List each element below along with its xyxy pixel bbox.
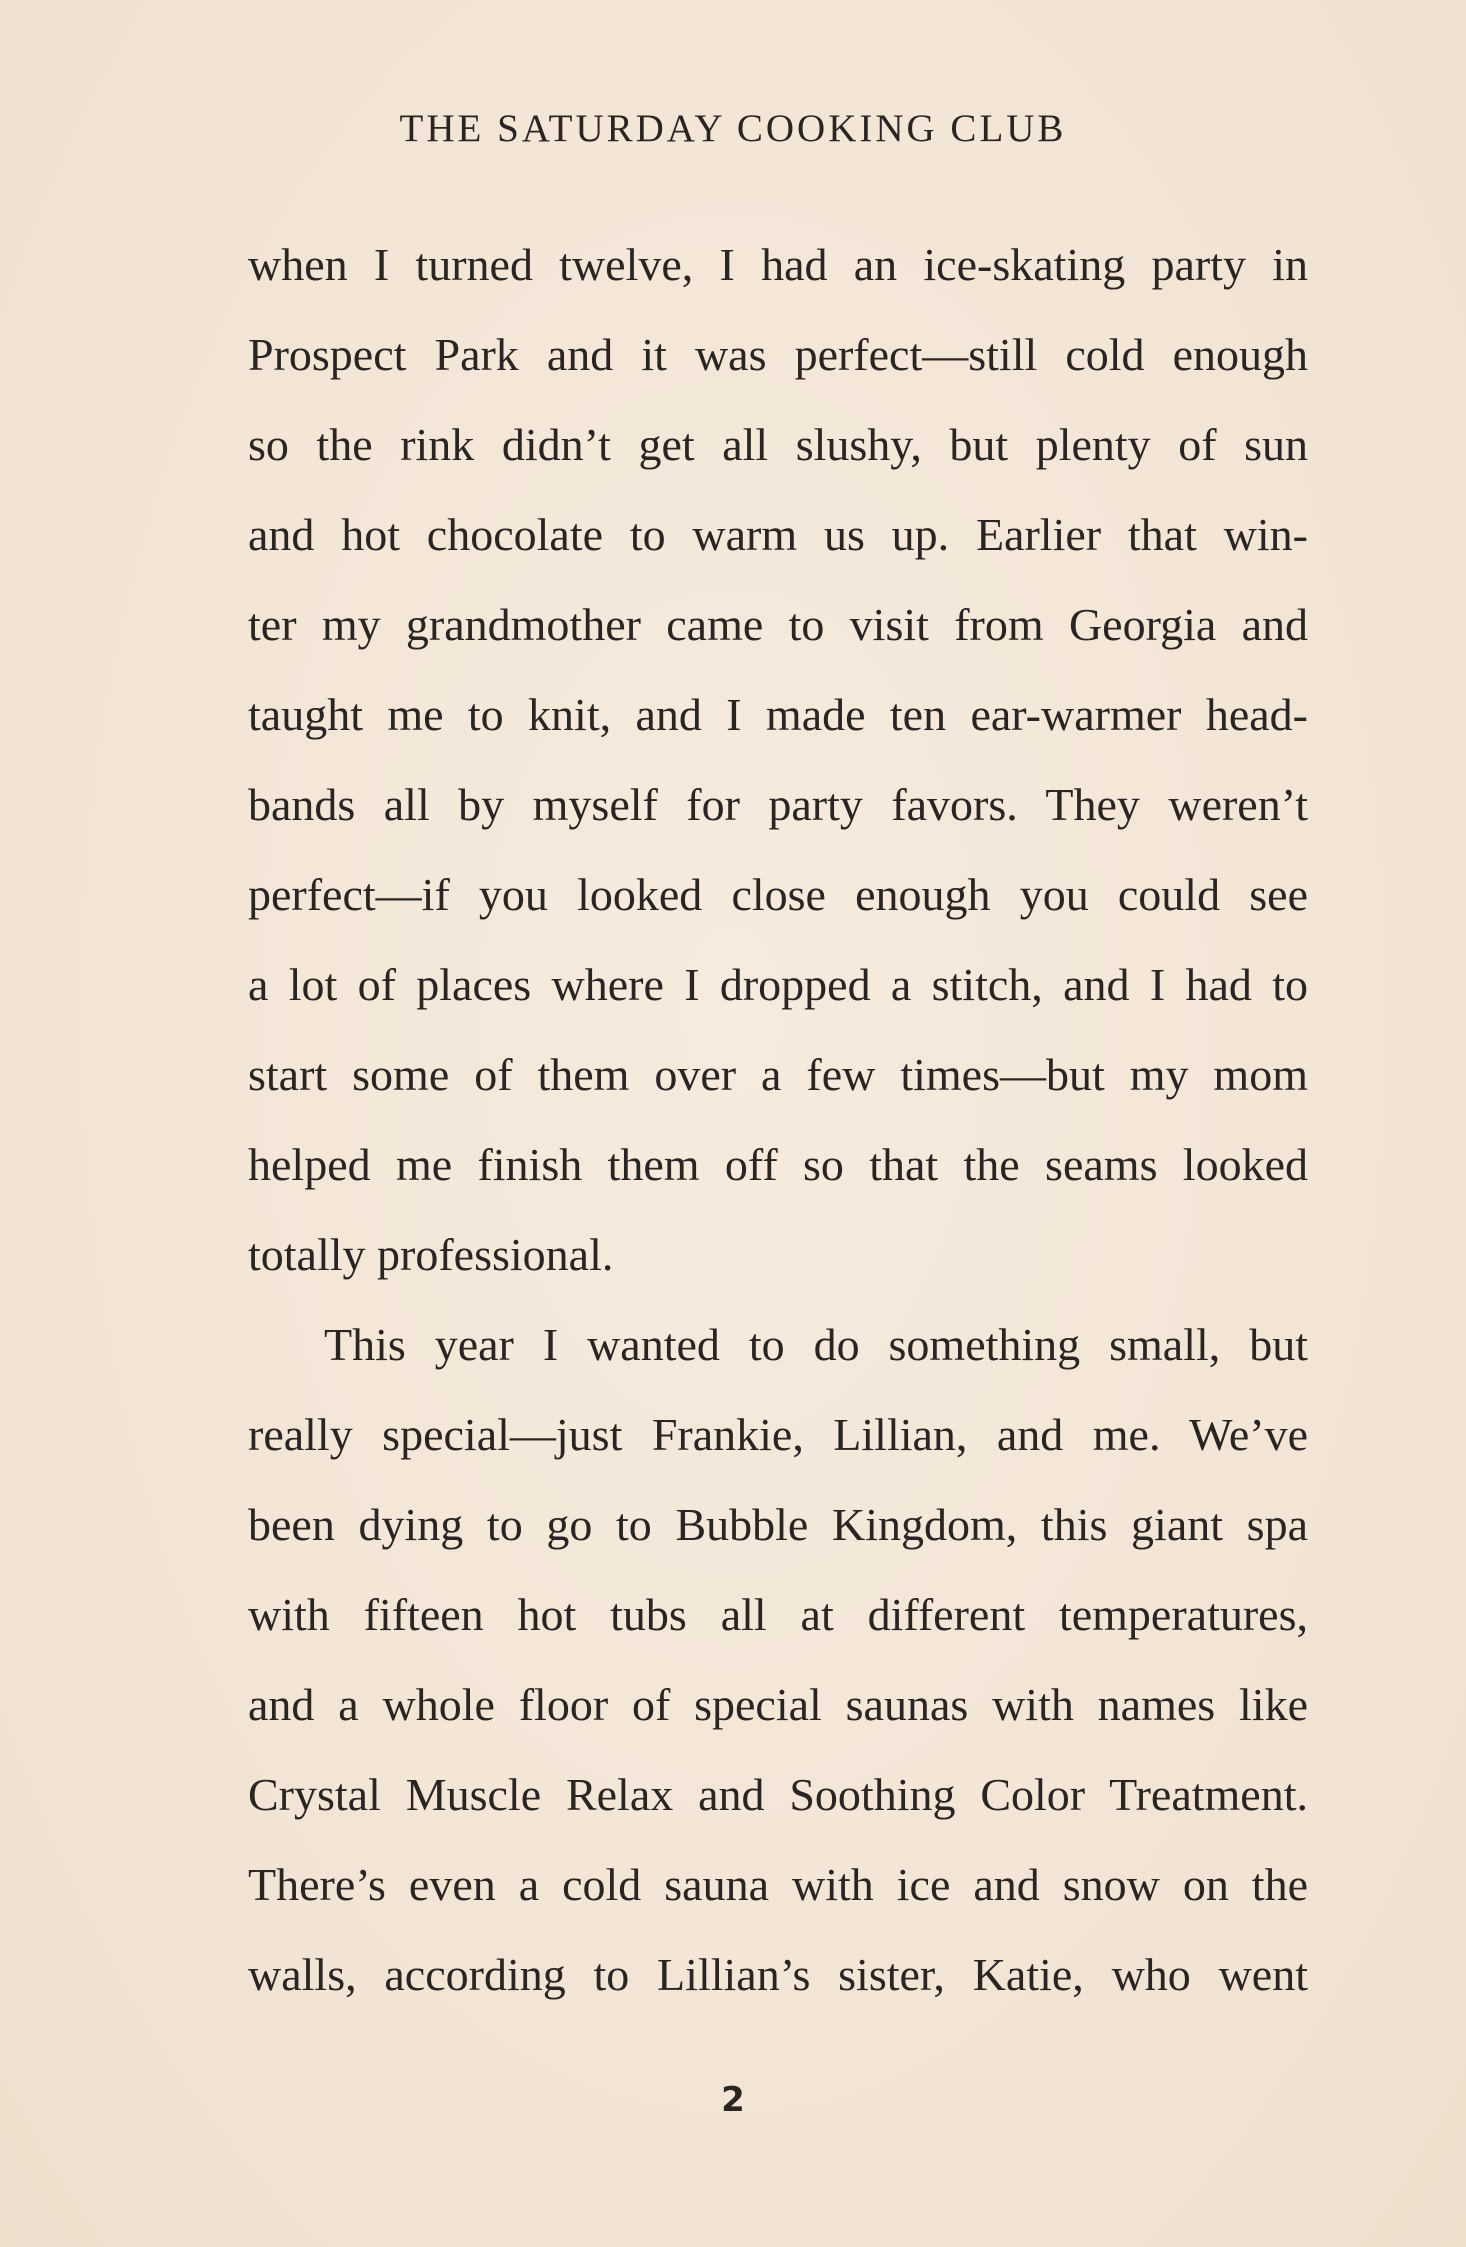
text-line: This year I wanted to do something small, but [324,1319,1308,1370]
text-line: taught me to knit, and I made ten ear-warmer head- [248,689,1308,740]
text-line: when I turned twelve, I had an ice-skating party in [248,239,1308,290]
text-line: Crystal Muscle Relax and Soothing Color Treatment. [248,1769,1308,1820]
text-line: perfect—if you looked close enough you could see [248,869,1308,920]
text-line: and hot chocolate to warm us up. Earlier that win- [248,509,1308,560]
text-line: been dying to go to Bubble Kingdom, this giant spa [248,1499,1308,1550]
text-line: and a whole floor of special saunas with names like [248,1679,1308,1730]
body-text [248,220,1308,2020]
page-number: 2 [721,2080,745,2120]
text-line: start some of them over a few times—but my mom [248,1049,1308,1100]
text-line: really special—just Frankie, Lillian, and me. We’ve [248,1409,1308,1460]
text-line: bands all by myself for party favors. They weren’t [248,779,1308,830]
text-line: totally professional. [248,1229,614,1280]
text-line: ter my grandmother came to visit from Georgia and [248,599,1308,650]
text-line: There’s even a cold sauna with ice and snow on the [248,1859,1308,1910]
text-line: so the rink didn’t get all slushy, but plenty of sun [248,419,1308,470]
text-line: Prospect Park and it was perfect—still cold enough [248,329,1308,380]
running-head: THE SATURDAY COOKING CLUB [399,107,1067,150]
text-line: walls, according to Lillian’s sister, Katie, who went [248,1949,1308,2000]
text-line: with fifteen hot tubs all at different temperatures, [248,1589,1308,1640]
text-line: helped me finish them off so that the seams looked [248,1139,1308,1190]
text-line: a lot of places where I dropped a stitch, and I had to [248,959,1308,1010]
